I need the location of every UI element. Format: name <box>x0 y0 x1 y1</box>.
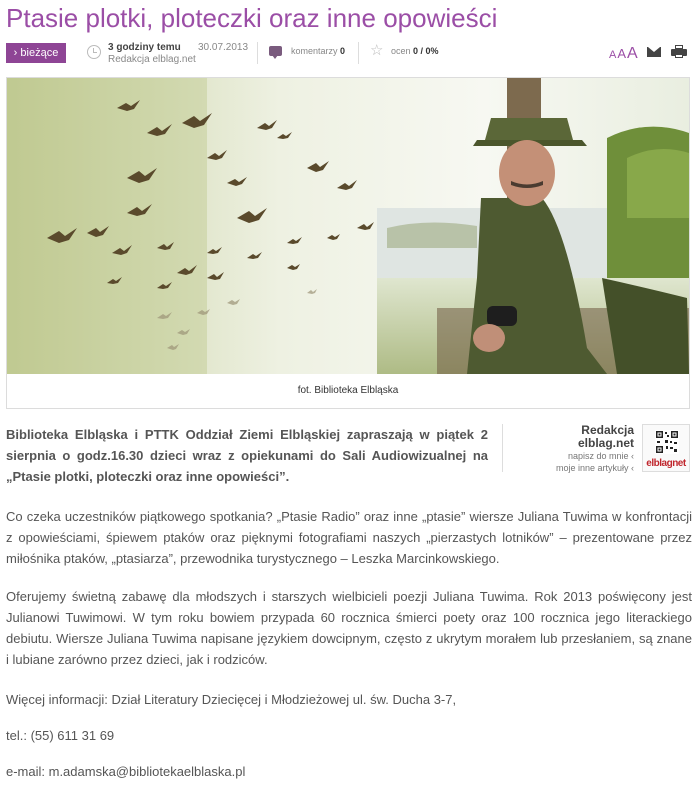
publish-time-relative: 3 godziny temu <box>108 42 181 53</box>
comments-number: 0 <box>340 46 346 56</box>
comments-label: komentarzy <box>291 46 338 56</box>
print-icon[interactable] <box>671 45 687 58</box>
meta-author: Redakcja elblag.net <box>108 54 196 65</box>
qr-code-icon <box>655 430 679 454</box>
clock-icon <box>87 45 101 59</box>
contact-info: Więcej informacji: Dział Literatury Dziecięcej i Młodzieżowej ul. św. Ducha 3-7, <box>6 692 457 707</box>
article-meta-bar <box>6 40 694 66</box>
article-photo[interactable] <box>7 78 689 374</box>
write-to-author-link[interactable]: napisz do mnie ‹ <box>567 451 634 461</box>
author-box-divider <box>502 424 503 472</box>
rating <box>391 46 439 56</box>
publish-date: 30.07.2013 <box>198 42 249 53</box>
comments-count[interactable] <box>291 46 345 56</box>
font-size-small-button[interactable]: A <box>609 49 617 61</box>
article-photo-frame <box>6 77 690 409</box>
rating-value: 0 / 0% <box>413 46 439 56</box>
author-name[interactable] <box>578 424 634 450</box>
comment-icon[interactable] <box>269 46 282 56</box>
photo-caption: fot. Biblioteka Elbląska <box>297 385 399 396</box>
author-articles-link[interactable]: moje inne artykuły ‹ <box>555 463 634 473</box>
author-logo[interactable] <box>642 424 690 472</box>
category-button[interactable]: › bieżące <box>6 43 66 63</box>
article-paragraph: Co czeka uczestników piątkowego spotkania? „Ptasie Radio” oraz inne „ptasie” wiersze Juliana Tuwima w konfrontacji z opowieściami, śpiewem ptaków oraz pięknymi fotografiami naszych „pierzastych lotników” – prezentowane przez miłośnika ptaków, „ptasiarza”, przewodnika turystycznego – Leszka Marcinkowskiego. <box>6 509 692 566</box>
mail-icon[interactable] <box>647 47 661 57</box>
author-name-line2: elblag.net <box>577 436 634 450</box>
author-name-line1: Redakcja <box>581 423 634 437</box>
star-icon[interactable]: ☆ <box>370 42 384 59</box>
font-size-medium-button[interactable]: A <box>617 46 627 61</box>
contact-email[interactable]: e-mail: m.adamska@bibliotekaelblaska.pl <box>6 764 246 779</box>
contact-phone: tel.: (55) 611 31 69 <box>6 728 115 743</box>
article-lead: Biblioteka Elbląska i PTTK Oddział Ziemi Elbląskiej zapraszają w piątek 2 sierpnia o godz.16.30 dzieci wraz z opiekunami do Sali Audiowizualnej na „Ptasie plotki, ploteczki oraz inne opowieści”. <box>6 427 488 484</box>
rating-label: ocen <box>391 46 411 56</box>
font-size-large-button[interactable]: A <box>627 45 638 62</box>
font-size-controls <box>609 46 639 63</box>
meta-divider <box>257 42 258 64</box>
author-box <box>500 424 690 474</box>
article-paragraph: Oferujemy świetną zabawę dla młodszych i starszych wielbicieli poezji Juliana Tuwima. Rok 2013 poświęcony jest Julianowi Tuwimowi. W tym roku bowiem przypada 60 rocznica śmierci poety oraz 100 rocznica jego literackiego debiutu. Wiersze Juliana Tuwima napisane językiem dowcipnym, często z ukrytym morałem lub przesłaniem, są znane i lubiane zarówno przez dzieci, jak i rodziców. <box>6 589 692 667</box>
author-logo-text: elblagnet <box>646 458 686 469</box>
meta-divider <box>358 42 359 64</box>
article-title: Ptasie plotki, ploteczki oraz inne opowieści <box>6 3 498 33</box>
